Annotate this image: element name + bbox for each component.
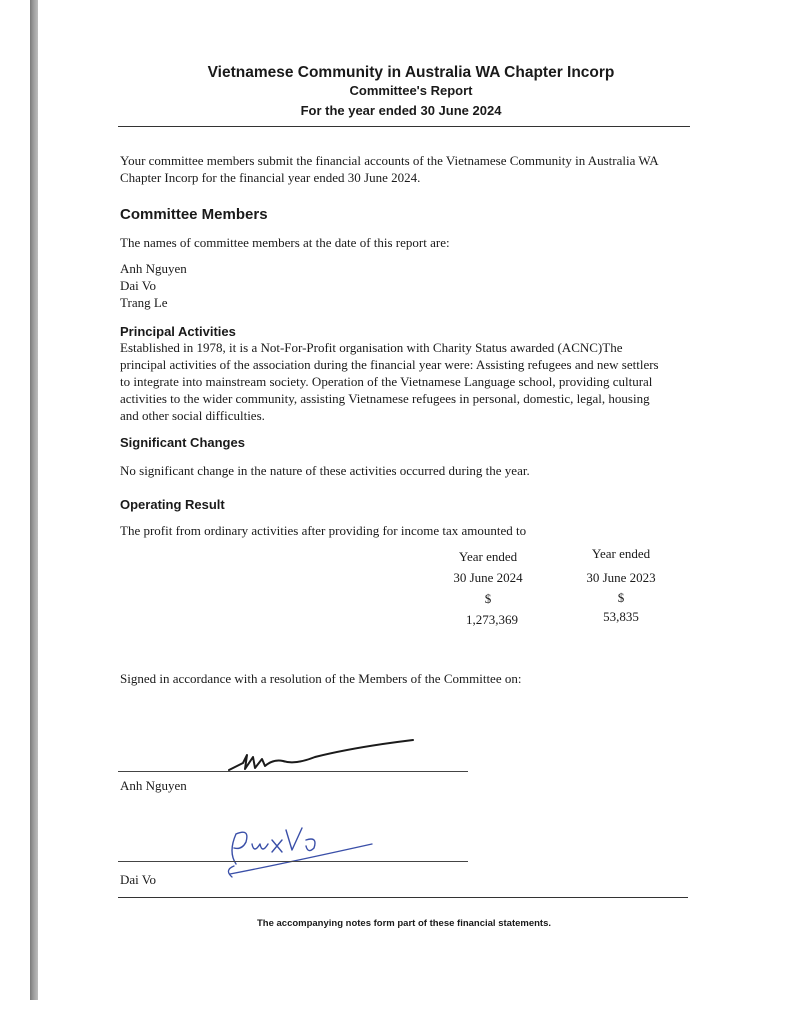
changes-paragraph: No significant change in the nature of these activities occurred during the year. <box>120 463 530 478</box>
amount-2023: 53,835 <box>603 609 639 624</box>
committee-lead: The names of committee members at the date of this report are: <box>120 235 450 250</box>
column-currency-2023: $ <box>617 590 625 605</box>
member-name: Anh Nguyen <box>120 261 187 276</box>
result-paragraph: The profit from ordinary activities after providing for income tax amounted to <box>120 523 527 538</box>
signatory-name: Anh Nguyen <box>120 778 187 793</box>
committee-heading: Committee Members <box>120 206 268 223</box>
changes-heading: Significant Changes <box>120 435 245 450</box>
member-name: Dai Vo <box>120 278 156 293</box>
signature-line <box>118 771 468 772</box>
footer-rule <box>118 897 688 898</box>
result-heading: Operating Result <box>120 497 225 512</box>
signature-line <box>118 861 468 862</box>
column-currency-2024: $ <box>484 591 492 606</box>
signature-anh-nguyen <box>225 735 425 775</box>
activities-heading: Principal Activities <box>120 324 236 339</box>
activities-paragraph: Established in 1978, it is a Not-For-Profit organisation with Charity Status awarded (ACNC)The principal activities of the association during the financial year were: Assisting refugees and new settlers to integrate into mainstream society. Operation of the Vietnamese Language school, providing cultural activities to the wider community, assisting Vietnamese refugees in personal, domestic, legal, housing and other social difficulties. <box>120 340 659 423</box>
column-label-2024: Year ended <box>458 549 518 564</box>
organisation-title: Vietnamese Community in Australia WA Chapter Incorp <box>207 64 615 81</box>
signature-dai-vo <box>222 822 392 884</box>
intro-paragraph: Your committee members submit the financial accounts of the Vietnamese Community in Australia WA Chapter Incorp for the financial year ended 30 June 2024. <box>120 153 658 185</box>
report-period: For the year ended 30 June 2024 <box>300 103 502 118</box>
column-date-2023: 30 June 2023 <box>586 570 656 585</box>
header-rule <box>118 126 690 127</box>
column-label-2023: Year ended <box>591 546 651 561</box>
signoff-statement: Signed in accordance with a resolution of the Members of the Committee on: <box>120 671 522 686</box>
footer-note: The accompanying notes form part of these financial statements. <box>256 918 552 929</box>
signatory-name: Dai Vo <box>120 872 156 887</box>
report-title: Committee's Report <box>349 83 473 98</box>
column-date-2024: 30 June 2024 <box>453 570 523 585</box>
binding-edge <box>30 0 38 1000</box>
member-name: Trang Le <box>120 295 168 310</box>
amount-2024: 1,273,369 <box>466 612 518 627</box>
